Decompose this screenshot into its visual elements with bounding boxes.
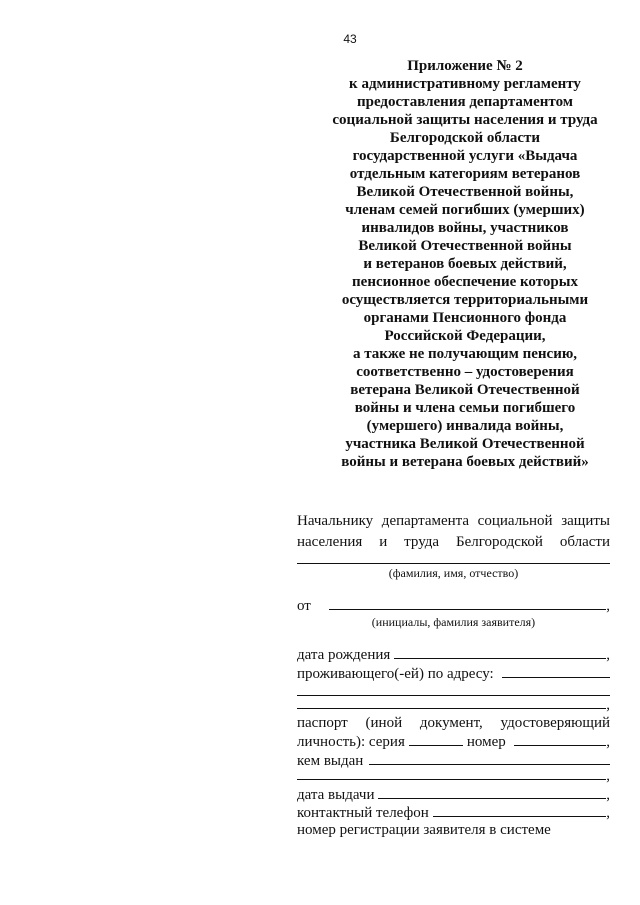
- appendix-line: участника Великой Отечественной: [345, 436, 585, 452]
- appendix-line: Белгородской области: [389, 130, 541, 146]
- issued-by-label: кем выдан: [297, 753, 364, 769]
- appendix-line: инвалидов войны, участников: [361, 220, 569, 236]
- series-label: личность): серия: [297, 734, 405, 750]
- appendix-line: органами Пенсионного фонда: [363, 310, 567, 326]
- appendix-line: Великой Отечественной войны,: [356, 184, 574, 200]
- address-field[interactable]: [502, 665, 610, 678]
- series-row: [297, 733, 610, 751]
- fio-caption: (фамилия, имя, отчество): [388, 566, 519, 580]
- appendix-line: пенсионное обеспечение которых: [352, 274, 578, 290]
- page-number: 43: [343, 32, 357, 46]
- appendix-line: и ветеранов боевых действий,: [363, 256, 567, 272]
- appendix-line: Великой Отечественной войны: [358, 238, 572, 254]
- from-row: [297, 597, 610, 615]
- appendix-line: государственной услуги «Выдача: [352, 148, 578, 164]
- appendix-line: а также не получающим пенсию,: [352, 346, 578, 362]
- applicant-caption: (инициалы, фамилия заявителя): [371, 615, 536, 629]
- comma: ,: [606, 768, 610, 784]
- fio-field[interactable]: [297, 563, 610, 564]
- appendix-line: осуществляется территориальными: [341, 292, 589, 308]
- appendix-line: членам семей погибших (умерших): [345, 202, 585, 218]
- address-field-line-3[interactable]: [297, 696, 606, 709]
- appendix-line: отдельным категориям ветеранов: [349, 166, 581, 182]
- comma: ,: [606, 734, 610, 750]
- number-field[interactable]: [514, 733, 606, 746]
- comma: ,: [606, 598, 610, 614]
- passport-line: паспорт (иной документ, удостоверяющий: [297, 715, 610, 731]
- birth-date-field[interactable]: [394, 646, 606, 659]
- appendix-line: социальной защиты населения и труда: [332, 112, 598, 128]
- number-label: номер: [466, 734, 506, 750]
- issued-by-row-2: [297, 767, 610, 785]
- appendix-line: ветерана Великой Отечественной: [350, 382, 580, 398]
- appendix-line: войны и члена семьи погибшего: [354, 400, 576, 416]
- comma: ,: [606, 697, 610, 713]
- appendix-line: к административному регламенту: [349, 76, 581, 92]
- issue-date-field[interactable]: [378, 786, 606, 799]
- address-row-3: [297, 696, 610, 714]
- registration-label: номер регистрации заявителя в системе: [297, 822, 551, 838]
- issue-date-row: [297, 786, 610, 804]
- addressee-line-1: Начальнику департамента социальной защиты: [297, 513, 610, 529]
- issued-by-field[interactable]: [369, 752, 610, 765]
- addressee-line-2: населения и труда Белгородской области: [297, 534, 610, 550]
- comma: ,: [606, 805, 610, 821]
- appendix-line: предоставления департаментом: [356, 94, 574, 110]
- from-label: от: [297, 598, 311, 614]
- phone-label: контактный телефон: [297, 805, 429, 821]
- appendix-line: (умершего) инвалида войны,: [366, 418, 564, 434]
- birth-date-label: дата рождения: [297, 647, 391, 663]
- appendix-line: Приложение № 2: [407, 58, 523, 74]
- applicant-field[interactable]: [329, 597, 606, 610]
- comma: ,: [606, 787, 610, 803]
- comma: ,: [606, 647, 610, 663]
- appendix-line: Российской Федерации,: [384, 328, 546, 344]
- phone-field[interactable]: [433, 804, 606, 817]
- appendix-line: соответственно – удостоверения: [356, 364, 574, 380]
- birth-row: [297, 646, 610, 664]
- appendix-line: войны и ветерана боевых действий»: [341, 454, 589, 470]
- phone-row: [297, 804, 610, 822]
- address-row: [297, 665, 610, 683]
- appendix-header: [300, 57, 630, 471]
- address-label: проживающего(-ей) по адресу:: [297, 666, 494, 682]
- issue-date-label: дата выдачи: [297, 787, 375, 803]
- series-field[interactable]: [409, 733, 463, 746]
- issued-by-field-2[interactable]: [297, 767, 606, 780]
